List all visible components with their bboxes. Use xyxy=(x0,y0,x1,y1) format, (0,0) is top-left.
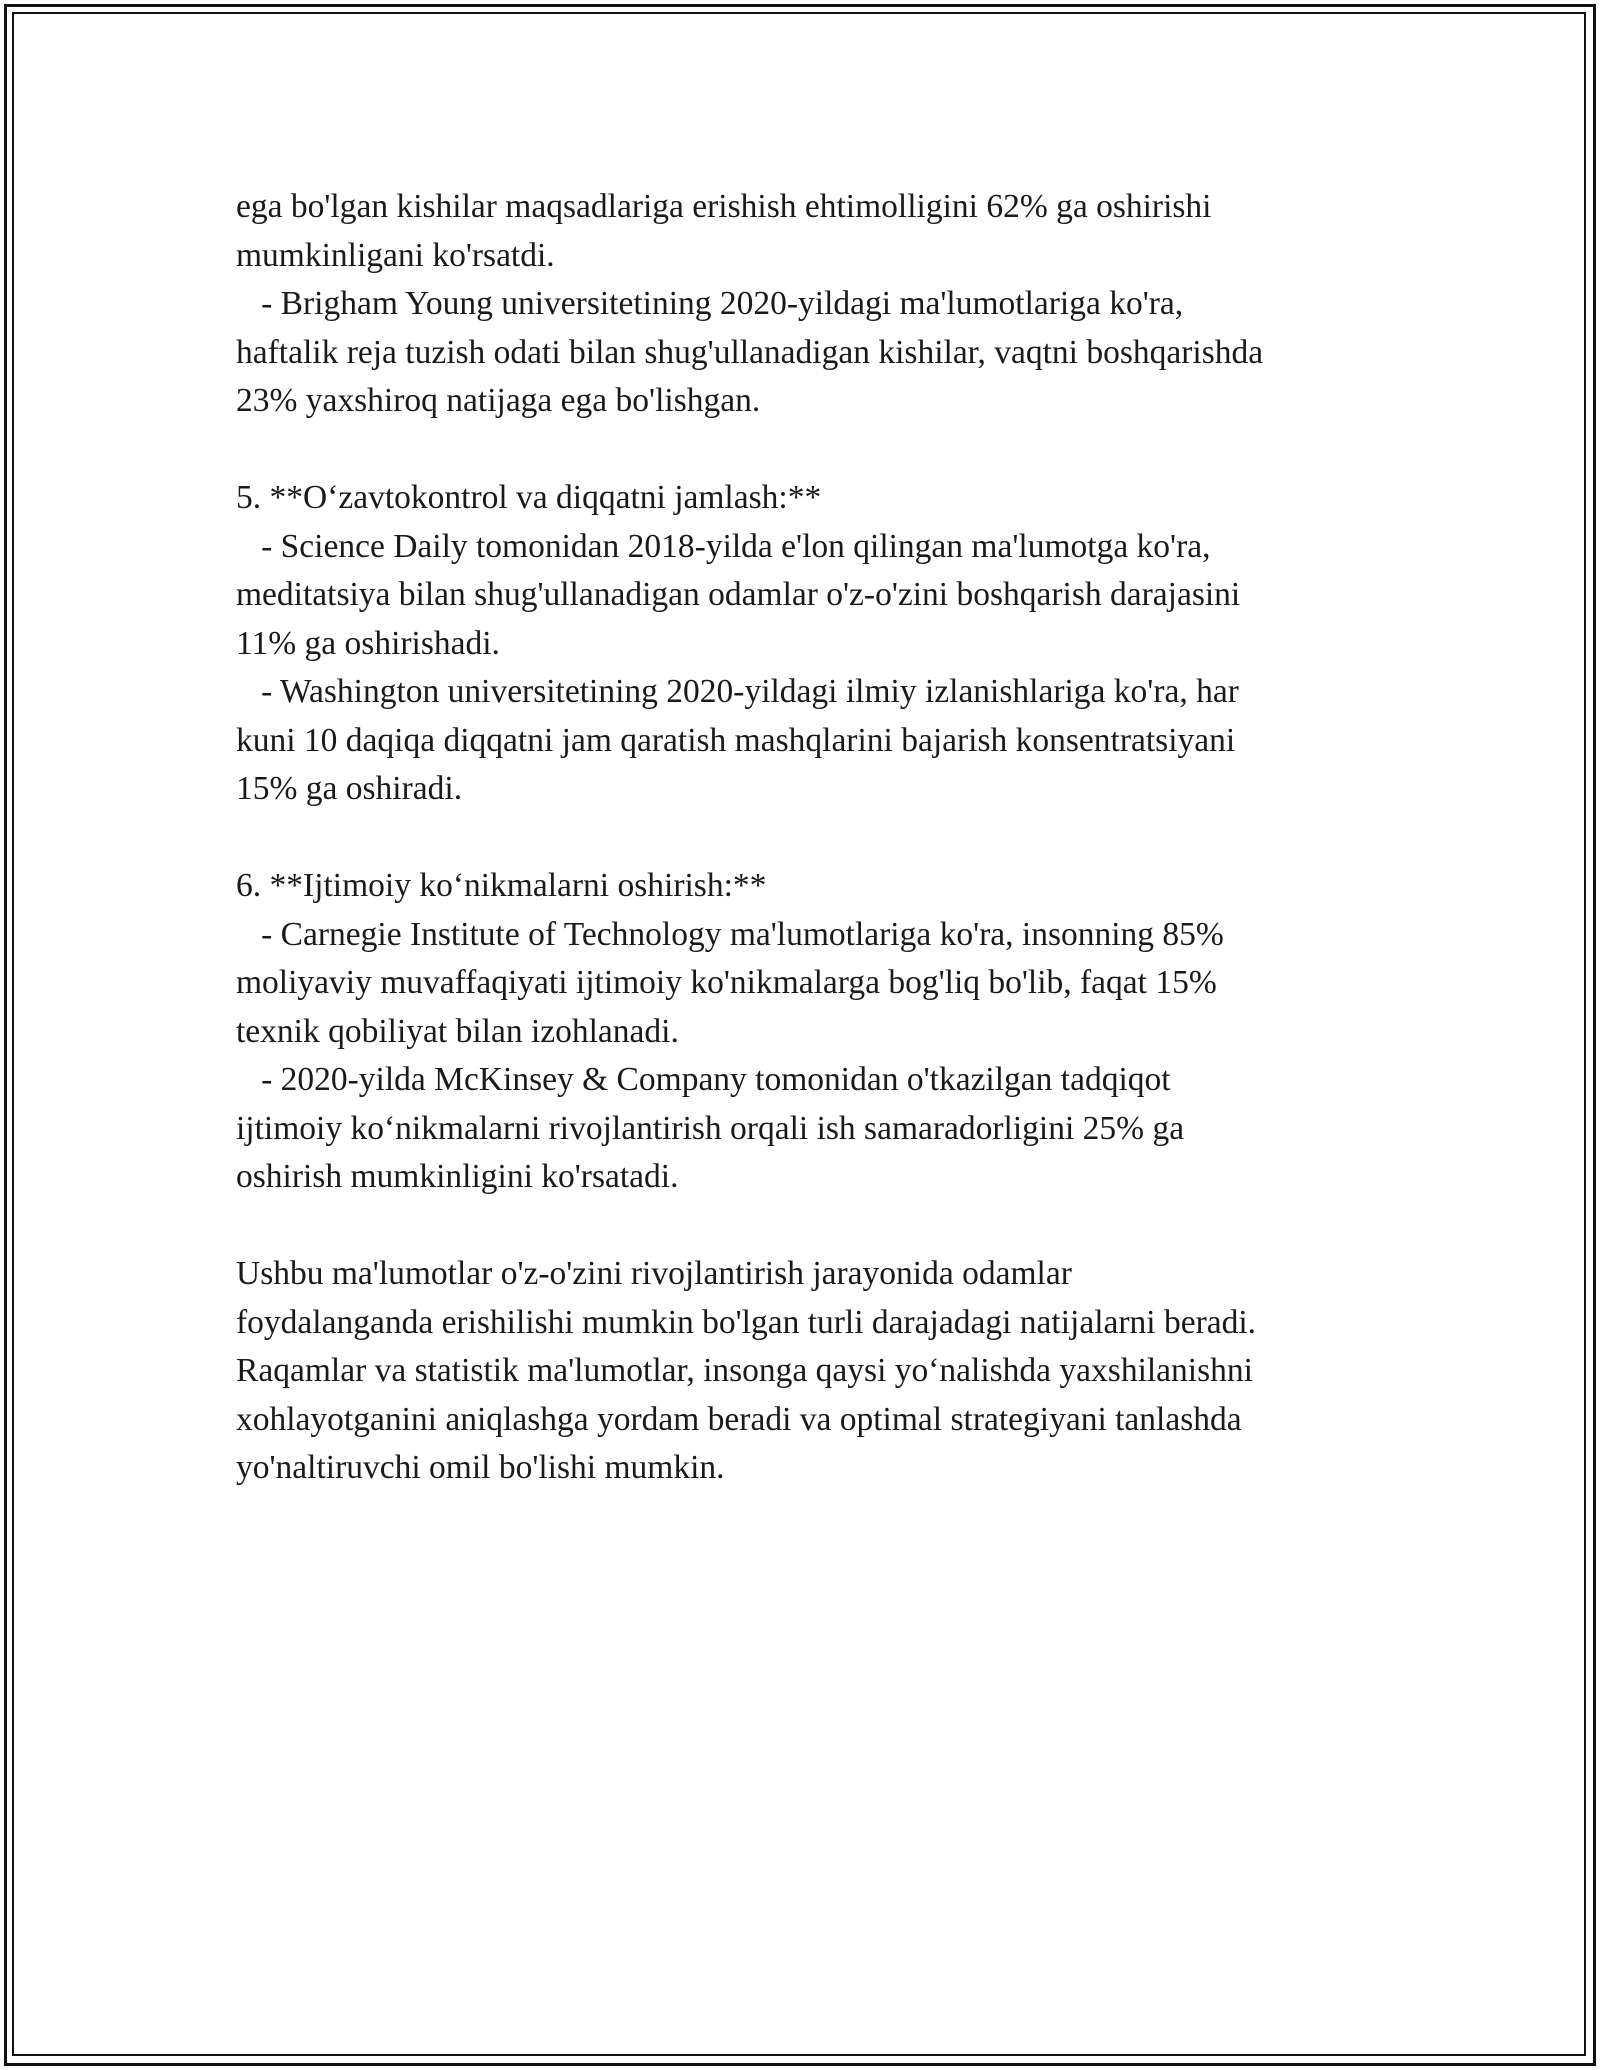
conclusion-line: foydalanganda erishilishi mumkin bo'lgan turli darajadagi natijalarni beradi. xyxy=(236,1303,1257,1341)
document-body xyxy=(236,183,1376,1493)
text-line: kuni 10 daqiqa diqqatni jam qaratish mashqlarini bajarish konsentratsiyani xyxy=(236,721,1236,759)
text-line: haftalik reja tuzish odati bilan shug'ullanadigan kishilar, vaqtni boshqarishda xyxy=(236,333,1264,371)
conclusion-line: yo'naltiruvchi omil bo'lishi mumkin. xyxy=(236,1449,725,1486)
text-line: 23% yaxshiroq natijaga ega bo'lishgan. xyxy=(236,382,761,419)
text-line: ega bo'lgan kishilar maqsadlariga erishish ehtimolligini 62% ga oshirishi xyxy=(236,188,1212,225)
text-line: 11% ga oshirishadi. xyxy=(236,624,500,662)
text-line: oshirish mumkinligini ko'rsatadi. xyxy=(236,1158,679,1195)
conclusion-line: xohlayotganini aniqlashga yordam beradi va optimal strategiyani tanlashda xyxy=(236,1400,1242,1438)
text-line: - Brigham Young universitetining 2020-yildagi ma'lumotlariga ko'ra, xyxy=(236,285,1184,322)
text-line: texnik qobiliyat bilan izohlanadi. xyxy=(236,1012,679,1050)
text-line: meditatsiya bilan shug'ullanadigan odamlar o'z-o'zini boshqarish darajasini xyxy=(236,576,1241,613)
text-line: moliyaviy muvaffaqiyati ijtimoiy ko'nikmalarga bog'liq bo'lib, faqat 15% xyxy=(236,964,1217,1001)
section-heading-6: 6. **Ijtimoiy ko‘nikmalarni oshirish:** xyxy=(236,867,767,904)
text-line: - 2020-yilda McKinsey & Company tomonidan o'tkazilgan tadqiqot xyxy=(236,1061,1171,1098)
text-line: - Carnegie Institute of Technology ma'lumotlariga ko'ra, insonning 85% xyxy=(236,915,1224,953)
text-line: - Science Daily tomonidan 2018-yilda e'lon qilingan ma'lumotga ko'ra, xyxy=(236,527,1211,565)
text-line: 15% ga oshiradi. xyxy=(236,770,463,807)
paragraph-gap xyxy=(236,814,1376,863)
conclusion-line: Raqamlar va statistik ma'lumotlar, insonga qaysi yo‘nalishda yaxshilanishni xyxy=(236,1352,1253,1389)
text-line: ijtimoiy ko‘nikmalarni rivojlantirish orqali ish samaradorligini 25% ga xyxy=(236,1109,1185,1147)
conclusion-line: Ushbu ma'lumotlar o'z-o'zini rivojlantirish jarayonida odamlar xyxy=(236,1255,1072,1292)
text-line: - Washington universitetining 2020-yildagi ilmiy izlanishlariga ko'ra, har xyxy=(236,673,1239,710)
section-heading-5: 5. **O‘zavtokontrol va diqqatni jamlash:** xyxy=(236,479,822,516)
paragraph-gap xyxy=(236,426,1376,475)
paragraph-gap xyxy=(236,1202,1376,1251)
text-line: mumkinligani ko'rsatdi. xyxy=(236,236,555,274)
